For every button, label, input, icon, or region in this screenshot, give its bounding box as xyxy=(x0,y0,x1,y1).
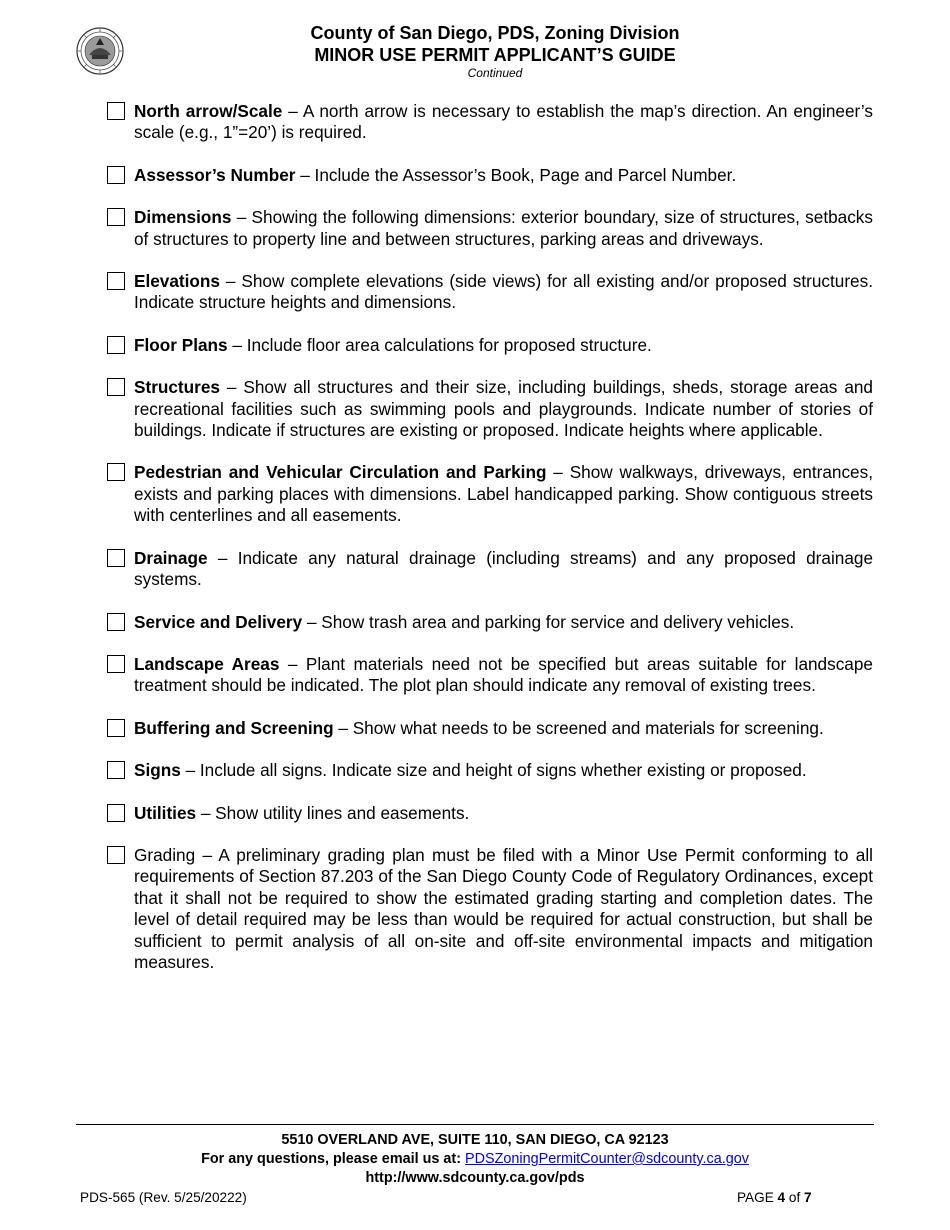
footer-website: http://www.sdcounty.ca.gov/pds xyxy=(365,1170,585,1186)
checkbox[interactable] xyxy=(107,719,125,737)
checklist-item xyxy=(107,760,873,781)
checklist-item-term: Elevations xyxy=(134,271,220,292)
checkbox[interactable] xyxy=(107,272,125,290)
header-title-county: County of San Diego, PDS, Zoning Division xyxy=(310,23,680,43)
checklist-item-term: Drainage xyxy=(134,547,208,568)
checklist-item-text: Buffering and Screening – Show what needs to be screened and materials for screening. xyxy=(134,717,824,738)
checklist-item-term: Assessor’s Number xyxy=(134,164,296,185)
checkbox[interactable] xyxy=(107,549,125,567)
checklist-item-text: Floor Plans – Include floor area calculations for proposed structure. xyxy=(134,334,652,355)
checklist-item-text: Elevations – Show complete elevations (side views) for all existing and/or proposed structures. Indicate structure heights and dimensions. xyxy=(134,271,873,313)
checklist-item xyxy=(107,548,873,591)
checklist-item-text: Service and Delivery – Show trash area and parking for service and delivery vehicles. xyxy=(134,611,795,632)
checkbox[interactable] xyxy=(107,208,125,226)
checklist-item xyxy=(107,462,873,526)
checkbox[interactable] xyxy=(107,463,125,481)
document-header xyxy=(0,22,950,81)
checkbox[interactable] xyxy=(107,613,125,631)
checklist-item xyxy=(107,845,873,973)
checklist-item xyxy=(107,654,873,697)
form-id: PDS-565 (Rev. 5/25/20222) xyxy=(80,1190,247,1205)
checklist-item-text: Signs – Include all signs. Indicate size and height of signs whether existing or proposed. xyxy=(134,760,807,781)
checklist-item-term: Signs xyxy=(134,760,181,781)
checkbox[interactable] xyxy=(107,102,125,120)
footer-address: 5510 OVERLAND AVE, SUITE 110, SAN DIEGO, CA 92123 xyxy=(281,1132,669,1148)
page-number: PAGE 4 of 7 xyxy=(737,1190,812,1205)
checkbox[interactable] xyxy=(107,336,125,354)
checklist-item-term: Landscape Areas xyxy=(134,653,280,674)
checklist-item-term: Floor Plans xyxy=(134,334,228,355)
page-footer xyxy=(0,1131,950,1188)
checklist-item-text: Utilities – Show utility lines and easements. xyxy=(134,802,470,823)
checkbox[interactable] xyxy=(107,166,125,184)
checklist-item-text: Landscape Areas – Plant materials need not be specified but areas suitable for landscape treatment should be indicated. The plot plan should indicate any removal of existing trees. xyxy=(134,653,873,696)
checklist-item-text: North arrow/Scale – A north arrow is necessary to establish the map’s direction. An engineer’s scale (e.g., 1”=20’) is required. xyxy=(134,101,874,143)
checklist-item-term: Service and Delivery xyxy=(134,611,303,632)
checklist-item xyxy=(107,271,873,314)
footer-divider xyxy=(76,1124,874,1125)
checklist-item xyxy=(107,612,873,633)
checklist-item xyxy=(107,718,873,739)
header-title-guide: MINOR USE PERMIT APPLICANT’S GUIDE xyxy=(314,45,676,65)
checklist-item xyxy=(107,207,873,250)
checklist-item-term: Dimensions xyxy=(134,207,232,228)
checklist-item xyxy=(107,101,873,144)
footer-contact: For any questions, please email us at: PDSZoningPermitCounter@sdcounty.ca.gov xyxy=(201,1151,749,1167)
checklist-item-text: Assessor’s Number – Include the Assessor’s Book, Page and Parcel Number. xyxy=(134,164,737,185)
checkbox[interactable] xyxy=(107,378,125,396)
checklist-item-text: Drainage – Indicate any natural drainage (including streams) and any proposed drainage systems. xyxy=(134,547,873,590)
checklist-item-term: Utilities xyxy=(134,802,197,823)
checklist xyxy=(107,101,873,973)
checklist-item xyxy=(107,165,873,186)
checkbox[interactable] xyxy=(107,761,125,779)
checklist-item-term: Structures xyxy=(134,377,220,398)
checkbox[interactable] xyxy=(107,846,125,864)
checklist-item-term: North arrow/Scale xyxy=(134,101,283,121)
checklist-item-text: Dimensions – Showing the following dimensions: exterior boundary, size of structures, setbacks of structures to property line and between structures, parking areas and driveways. xyxy=(134,207,873,249)
checklist-item-term: Buffering and Screening xyxy=(134,717,334,738)
checkbox[interactable] xyxy=(107,804,125,822)
checkbox[interactable] xyxy=(107,655,125,673)
checklist-item xyxy=(107,377,873,441)
checklist-item xyxy=(107,335,873,356)
checklist-item-term: Pedestrian and Vehicular Circulation and Parking xyxy=(134,462,547,483)
checklist-item-text: Pedestrian and Vehicular Circulation and Parking – Show walkways, driveways, entrances, exists and parking places with dimensions. Label handicapped parking. Show contiguous streets with centerlines and all easements. xyxy=(134,462,873,526)
email-link[interactable]: PDSZoningPermitCounter@sdcounty.ca.gov xyxy=(465,1151,749,1167)
checklist-item xyxy=(107,803,873,824)
checklist-item-text: Structures – Show all structures and their size, including buildings, sheds, storage areas and recreational facilities such as swimming pools and playgrounds. Indicate number of stories of buildings. Indicate if structures are existing or proposed. Indicate heights where applicable. xyxy=(134,377,873,441)
header-continued: Continued xyxy=(467,66,523,80)
checklist-item-text: Grading – A preliminary grading plan must be filed with a Minor Use Permit conforming to all requirements of Section 87.203 of the San Diego County Code of Regulatory Ordinances, except that it shall not be required to show the estimated grading starting and completion dates. The level of detail required may be less than would be required for actual construction, but shall be sufficient to permit analysis of all on-site and off-site environmental impacts and mitigation measures. xyxy=(134,844,873,972)
